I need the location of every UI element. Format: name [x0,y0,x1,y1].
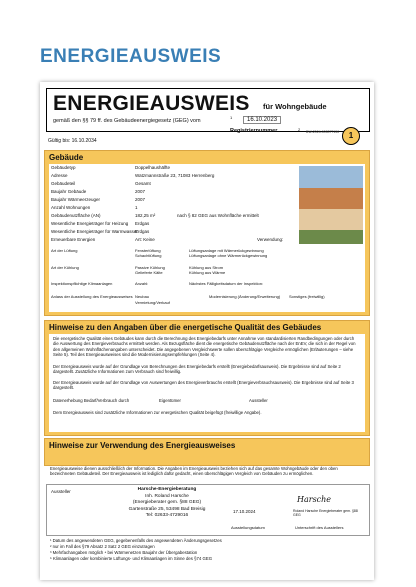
issue-date-label: Ausstellungsdatum [231,525,265,530]
registration-label: Registriernummer [230,128,278,134]
data-collection-label: Datenerhebung Bedarf/Verbrauch durch [53,398,130,403]
building-section [44,150,370,316]
table-row: Baujahr Wärmeerzeuger 2007 [51,197,146,202]
issuer-label: Aussteller [51,489,71,494]
certificate-title: ENERGIEAUSWEIS [53,92,250,115]
law-footnote: 1 [230,115,233,120]
footnote: ³ Mehrfachangaben möglich ⁴ bei Wärmenetzen Baujahr der Übergabestation [50,550,198,555]
issuer-details: Harsche-Energieberatung Inh. Roland Harsche (Energieberater gem. §88 GEG) Gartenstraße 25, 53498 Bad Breisig Tel: 02633-4729016 [128,487,206,518]
building-section-title: Gebäude [49,153,84,162]
energy-certificate-page [40,82,374,580]
table-row: Erneuerbare Energien Art: Keine Verwendung: [51,237,284,242]
law-reference: gemäß den §§ 79 ff. des Gebäudeenergiegesetz (GEG) vom [53,118,201,124]
usage-notes-title: Hinweise zur Verwendung des Energieausweises [49,441,236,450]
building-table [49,164,365,312]
issue-date-value: 17.10.2024 [233,509,256,514]
footnote: ⁵ Klimaanlagen oder kombinierte Lüftungs- und Klimaanlagen im Sinne des §74 GEG [50,556,213,561]
table-row: Gebäudenutzfläche (AN) 182,25 m² nach § 82 GEG aus Wohnfläche ermittelt [51,213,259,218]
inspection-row: Inspektionspflichtige Klimaanlagen Anzahl: Nächstes Fälligkeitsdatum der Inspektion: [51,281,264,286]
usage-notes-section [44,438,370,466]
consumption-option: Der Energieausweis wurde auf der Grundlage von Auswertungen des Energieverbrauchs erstellt (Energieverbrauchsausweis). Die Ergebnisse sind auf Seite 3 dargestellt. [53,380,354,391]
issuer-box [46,484,370,536]
table-row: Gebäudetyp Doppelhaushälfte [51,165,171,170]
page-number-badge: 1 [342,127,360,145]
certificate-subtitle: für Wohngebäude [263,102,327,111]
registration-footnote: 2 [298,127,301,132]
table-row: Baujahr Gebäude 2007 [51,189,146,194]
building-photo [299,166,363,244]
certificate-header [46,88,370,132]
table-row: Wesentliche Energieträger für Warmwasser Erdgas [51,229,150,234]
table-row: Adresse Watzmannstraße 23, 71083 Herrenberg [51,173,215,178]
occasion-row: Anlass der Ausstellung des Energieausweises Neubau Vermietung/Verkauf Modernisierung (Änderung/Erweiterung) Sonstiges (freiwillig) [51,294,325,305]
issuer-stamp: Roland Harsche Energieberater gem. §88 GEG [293,509,358,517]
additional-info-note: Dem Energieausweis sind zusätzliche Informationen zur energetischen Qualität beigefügt (freiwillige Angabe). [53,410,262,415]
quality-notes-body [49,334,365,432]
table-row: Gebäudeteil Gesamt [51,181,151,186]
quality-notes-section [44,320,370,436]
quality-notes-title: Hinweise zu den Angaben über die energetische Qualität des Gebäudes [49,323,322,332]
registration-number: BW-2024-005377150 [306,130,340,134]
ventilation-row: Art der Lüftung Fensterlüftung Schachtlüftung Lüftungsanlage mit Wärmerückgewinnung Lüftungsanlage ohne Wärmerückgewinnung [51,248,268,258]
page-title: ENERGIEAUSWEIS [40,46,222,67]
footnote: ¹ Datum des angewendeten GEG, gegebenenfalls des angewendeten Änderungsgesetzes [50,538,222,543]
usage-notes-text: Energieausweise dienen ausschließlich der Information. Die Angaben im Energieausweis beziehen sich auf das gesamte Wohngebäude oder den oben bezeichneten Gebäudeteil. Der Energieausweis ist lediglich dafür gedacht, einen überschlägigen Vergleich von Gebäuden zu ermöglichen. [50,466,338,477]
table-row: Wesentliche Energieträger für Heizung Erdgas [51,221,150,226]
issue-date: 16.10.2023 [243,116,281,124]
data-owner-option: Eigentümer [159,398,181,403]
data-issuer-option: Aussteller [249,398,268,403]
signature: Harsche [297,495,332,504]
cooling-row: Art der Kühlung Passive Kühlung Gelieferte Kälte Kühlung aus Strom Kühlung aus Wärme [51,265,226,275]
signature-label: Unterschrift des Ausstellers [295,525,344,530]
quality-notes-text: Die energetische Qualität eines Gebäudes kann durch die Berechnung des Energiebedarfs unter Annahme von standardisierten Randbedingungen oder durch die Auswertung des Energieverbrauchs ermittelt werden. Als Bezugsfläche dient die energetische Gebäudenutzfläche nach der EnEV, die sich in der Regel von den allgemeinen Wohnflächenangaben unterscheidet. Die angegebenen Vergleichswerte sollen überschlägige Vergleiche ermöglichen (Erläuterungen – siehe Seite 5). Teil des Energieausweises sind die Modernisierungsempfehlungen (Seite 4). [53,336,356,358]
table-row: Anzahl Wohnungen 1 [51,205,138,210]
footnote: ² nur im Fall des §79 Absatz 2 Satz 2 GEG einzutragen [50,544,155,549]
demand-option: Der Energieausweis wurde auf der Grundlage von Berechnungen des Energiebedarfs erstellt (Energiebedarfsausweis). Die Ergebnisse sind auf Seite 2 dargestellt. Zusätzliche Informationen zum Verbrauch sind freiwillig. [53,364,341,375]
valid-until: Gültig bis: 16.10.2034 [48,138,97,144]
